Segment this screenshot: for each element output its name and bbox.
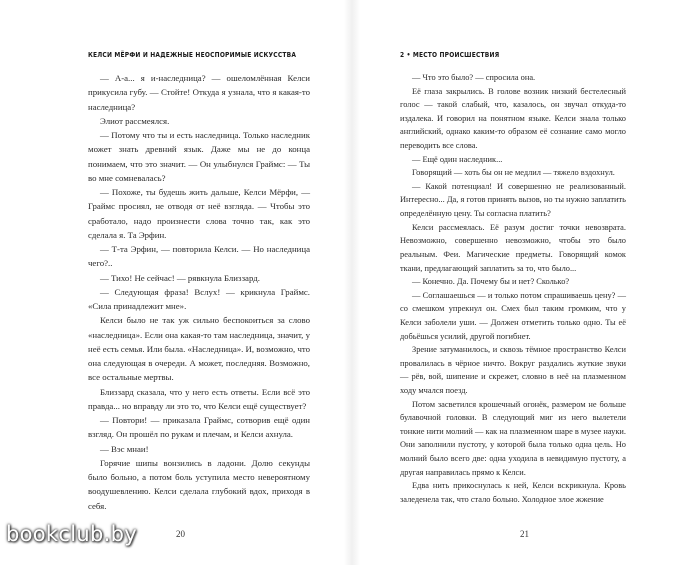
paragraph: Элиот рассмеялся. (100, 115, 170, 126)
paragraph: Потом засветился крошечный огонёк, размером не больше булавочной головки. В следующий миг из него вылетели тонкие нити молний — как на плазменном шаре в музее науки. Они заполнили пустоту, у которой была только одна цель. Но молний было всего две: одна уходила в невидимую пустоту, а другая направилась прямо к Келси. (400, 399, 626, 477)
paragraph: Горячие шипы вонзились в ладони. Долю секунды было больно, а потом боль уступила место невероятному воодушевлению. Келси сделала глубокий вдох, приходя в себя. (88, 457, 310, 511)
paragraph: — Тихо! Не сейчас! — рявкнула Близзард. (100, 272, 260, 283)
paragraph: — Конечно. Да. Почему бы и нет? Сколько? (412, 277, 570, 287)
right-running-head: 2 • МЕСТО ПРОИСШЕСТВИЯ (400, 51, 500, 59)
paragraph: — Соглашаешься — и только потом спрашиваешь цену? — со смешком упрекнул он. Смех был таким громким, что у Келси заболели уши. — Должен отметить только одно. Ты её добьёшься усилий, другой погибнет. (400, 290, 626, 341)
paragraph: — Т-та Эрфин, — повторила Келси. — Но наследница чего?.. (88, 244, 310, 269)
paragraph: — А-а... я и-наследница? — ошеломлённая Келси прикусила губу. — Стойте! Откуда я узнала, что я какая-то наследница? (88, 73, 310, 112)
right-page (352, 0, 700, 565)
paragraph: — Похоже, ты будешь жить дальше, Келси Мёрфи, — Граймс просиял, не отводя от неё взгляда. — Чтобы это сработало, надо произнести слова точно так, как это сделала я. Та Эрфин. (88, 187, 310, 240)
paragraph: — Какой потенциал! И совершенно не реализованный. Интересно... Да, я готов принять вызов, но ты нужно заплатить определённую цену. Ты согласна платить? (400, 181, 626, 219)
paragraph: — Ещё один наследник... (412, 154, 503, 164)
site-watermark: bookclub.by (6, 522, 137, 546)
paragraph: Келси рассмеялась. Её разум достиг точки невозврата. Невозможно, совершенно невозможно, чтобы это было реальным. Феи. Магические предметы. Говорящий комок ткани, предлагающий заплатить за то, что было... (400, 222, 626, 273)
paragraph: Близзард сказала, что у него есть ответы. Если всё это правда... но вправду ли это то, что Келси ещё существует? (88, 386, 310, 411)
paragraph: Зрение затуманилось, и сквозь тёмное пространство Келси провалилась в чёрное ничто. Вокруг раздались жуткие звуки — рёв, вой, шипение и скрежет, словно в неё на плазменном ходу мчался поезд. (400, 345, 626, 396)
left-page-number: 20 (176, 529, 185, 539)
paragraph: — Что это было? — спросила она. (412, 73, 536, 82)
paragraph: Говорящий — хоть бы он не медлил — тяжело вздохнул. (412, 168, 615, 178)
right-text-block (400, 71, 626, 507)
paragraph: Едва нить прикоснулась к ней, Келси вскрикнула. Кровь заледенела так, что стало больно. Холодное злое жжение (400, 481, 626, 504)
left-text-block (88, 71, 310, 513)
paragraph: — Потому что ты и есть наследница. Только наследник может знать древний язык. Даже мы не до конца понимаем, что это значит. — Он улыбнулся Граймс: — Ты во мне сомневалась? (88, 130, 310, 183)
paragraph: Келси было не так уж сильно беспокоиться за слово «наследница». Если она какая-то там наследница, значит, у неё есть семья. Или была. «Наследница». И, возможно, что она следующая в очереди. А может, последняя. Возможно, все остальные мертвы. (88, 315, 310, 383)
paragraph: — Повтори! — приказала Граймс, сотворив ещё один взгляд. Он прошёл по рукам и плечам, и Келси ахнула. (88, 415, 310, 440)
paragraph: — Вэс мнаи! (100, 443, 149, 454)
paragraph: Её глаза закрылись. В голове возник низкий бестелесный голос — такой слабый, что, казалось, он звучал откуда-то издалека. И говорил на понятном языке. Келси знала только английский, однако каким-то образом её сознание само могло переводить все слова. (400, 86, 626, 151)
right-page-number: 21 (520, 529, 529, 539)
left-running-head: КЕЛСИ МЁРФИ И НАДЕЖНЫЕ НЕОСПОРИМЫЕ ИСКУССТВА (88, 51, 297, 59)
paragraph: — Следующая фраза! Вслух! — крикнула Граймс. «Сила принадлежит мне». (88, 286, 310, 311)
